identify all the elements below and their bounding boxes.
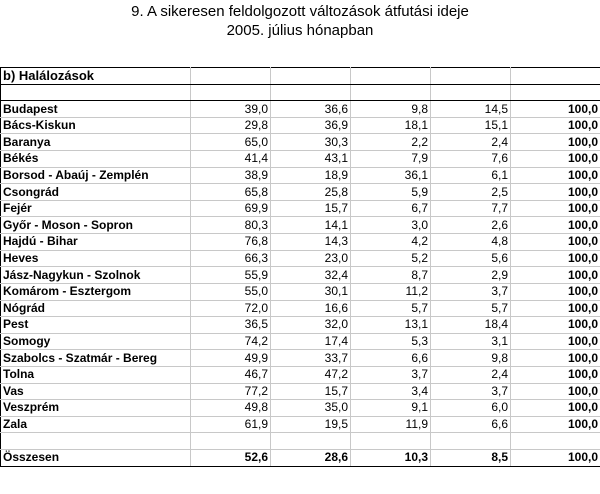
county-name: Tolna — [1, 366, 191, 383]
percent-cell: 4,8 — [431, 234, 511, 251]
percent-cell: 38,9 — [191, 167, 271, 184]
table-row — [1, 167, 600, 184]
percent-cell: 77,2 — [191, 383, 271, 400]
total-percent-cell: 100,0 — [511, 151, 600, 168]
percent-cell: 29,8 — [191, 117, 271, 134]
percent-cell: 9,8 — [431, 350, 511, 367]
percent-cell: 2,9 — [431, 267, 511, 284]
percent-cell: 65,8 — [191, 184, 271, 201]
percent-cell: 6,6 — [351, 350, 431, 367]
percent-cell: 2,4 — [431, 134, 511, 151]
percent-cell: 14,3 — [271, 234, 351, 251]
empty-cell — [511, 68, 600, 85]
total-percent-cell: 100,0 — [511, 117, 600, 134]
percent-cell: 7,9 — [351, 151, 431, 168]
percent-cell: 2,4 — [431, 366, 511, 383]
percent-cell: 3,1 — [431, 333, 511, 350]
county-name: Szabolcs - Szatmár - Bereg — [1, 350, 191, 367]
table-row — [1, 184, 600, 201]
percent-cell: 5,6 — [431, 250, 511, 267]
empty-cell — [191, 84, 271, 101]
percent-cell: 6,1 — [431, 167, 511, 184]
percent-cell: 30,1 — [271, 283, 351, 300]
percent-cell: 3,4 — [351, 383, 431, 400]
table-row — [1, 134, 600, 151]
percent-cell: 25,8 — [271, 184, 351, 201]
percent-cell: 3,0 — [351, 217, 431, 234]
table-row — [1, 234, 600, 251]
percent-cell: 4,2 — [351, 234, 431, 251]
county-name: Heves — [1, 250, 191, 267]
percent-cell: 61,9 — [191, 416, 271, 433]
percent-cell: 52,6 — [191, 450, 271, 467]
report-title: 9. A sikeresen feldolgozott változások átfutási ideje — [131, 3, 469, 20]
percent-cell: 55,0 — [191, 283, 271, 300]
table-row — [1, 267, 600, 284]
empty-cell — [271, 84, 351, 101]
county-name: Hajdú - Bihar — [1, 234, 191, 251]
percent-cell: 74,2 — [191, 333, 271, 350]
percent-cell: 32,0 — [271, 317, 351, 334]
percent-cell: 23,0 — [271, 250, 351, 267]
percent-cell: 9,1 — [351, 400, 431, 417]
table-row — [1, 416, 600, 433]
percent-cell: 36,6 — [271, 101, 351, 118]
county-name: Veszprém — [1, 400, 191, 417]
percent-cell: 8,5 — [431, 450, 511, 467]
county-name: Zala — [1, 416, 191, 433]
percent-cell: 6,0 — [431, 400, 511, 417]
empty-cell — [431, 433, 511, 450]
total-percent-cell: 100,0 — [511, 167, 600, 184]
county-name: Borsod - Abaúj - Zemplén — [1, 167, 191, 184]
empty-cell — [431, 68, 511, 85]
percent-cell: 6,7 — [351, 200, 431, 217]
county-name: Jász-Nagykun - Szolnok — [1, 267, 191, 284]
table-row — [1, 450, 600, 467]
percent-cell: 35,0 — [271, 400, 351, 417]
percent-cell: 3,7 — [431, 283, 511, 300]
percent-cell: 5,3 — [351, 333, 431, 350]
table-row — [1, 350, 600, 367]
spacer-row — [1, 84, 600, 101]
percent-cell: 43,1 — [271, 151, 351, 168]
percent-cell: 11,9 — [351, 416, 431, 433]
percent-cell: 16,6 — [271, 300, 351, 317]
total-percent-cell: 100,0 — [511, 416, 600, 433]
percent-cell: 18,1 — [351, 117, 431, 134]
percent-cell: 14,1 — [271, 217, 351, 234]
empty-cell — [191, 68, 271, 85]
section-label: b) Halálozások — [1, 68, 191, 85]
table-row — [1, 317, 600, 334]
empty-cell — [431, 84, 511, 101]
percent-cell: 5,7 — [431, 300, 511, 317]
percent-cell: 17,4 — [271, 333, 351, 350]
percent-cell: 9,8 — [351, 101, 431, 118]
total-percent-cell: 100,0 — [511, 283, 600, 300]
table-row — [1, 217, 600, 234]
percent-cell: 15,1 — [431, 117, 511, 134]
percent-cell: 5,2 — [351, 250, 431, 267]
percent-cell: 18,4 — [431, 317, 511, 334]
percent-cell: 49,9 — [191, 350, 271, 367]
percent-cell: 19,5 — [271, 416, 351, 433]
percent-cell: 36,1 — [351, 167, 431, 184]
data-table — [0, 67, 600, 467]
percent-cell: 15,7 — [271, 200, 351, 217]
percent-cell: 46,7 — [191, 366, 271, 383]
percent-cell: 2,5 — [431, 184, 511, 201]
percent-cell: 2,2 — [351, 134, 431, 151]
percent-cell: 3,7 — [351, 366, 431, 383]
percent-cell: 72,0 — [191, 300, 271, 317]
total-percent-cell: 100,0 — [511, 200, 600, 217]
percent-cell: 10,3 — [351, 450, 431, 467]
percent-cell: 28,6 — [271, 450, 351, 467]
empty-cell — [1, 84, 191, 101]
total-percent-cell: 100,0 — [511, 184, 600, 201]
county-name: Fejér — [1, 200, 191, 217]
empty-cell — [271, 433, 351, 450]
percent-cell: 14,5 — [431, 101, 511, 118]
county-name: Győr - Moson - Sopron — [1, 217, 191, 234]
report-subtitle: 2005. július hónapban — [226, 22, 374, 39]
section-header-row — [1, 68, 600, 85]
total-percent-cell: 100,0 — [511, 317, 600, 334]
percent-cell: 80,3 — [191, 217, 271, 234]
total-percent-cell: 100,0 — [511, 400, 600, 417]
total-percent-cell: 100,0 — [511, 250, 600, 267]
empty-cell — [351, 68, 431, 85]
total-percent-cell: 100,0 — [511, 134, 600, 151]
percent-cell: 49,8 — [191, 400, 271, 417]
percent-cell: 76,8 — [191, 234, 271, 251]
table-row — [1, 117, 600, 134]
percent-cell: 55,9 — [191, 267, 271, 284]
total-percent-cell: 100,0 — [511, 300, 600, 317]
percent-cell: 32,4 — [271, 267, 351, 284]
percent-cell: 18,9 — [271, 167, 351, 184]
spacer-row — [1, 433, 600, 450]
percent-cell: 47,2 — [271, 366, 351, 383]
total-percent-cell: 100,0 — [511, 450, 600, 467]
total-percent-cell: 100,0 — [511, 101, 600, 118]
empty-cell — [351, 433, 431, 450]
percent-cell: 5,7 — [351, 300, 431, 317]
table-row — [1, 151, 600, 168]
county-name: Békés — [1, 151, 191, 168]
county-name: Bács-Kiskun — [1, 117, 191, 134]
total-percent-cell: 100,0 — [511, 333, 600, 350]
percent-cell: 15,7 — [271, 383, 351, 400]
county-name: Budapest — [1, 101, 191, 118]
table-row — [1, 101, 600, 118]
county-name: Nógrád — [1, 300, 191, 317]
percent-cell: 66,3 — [191, 250, 271, 267]
percent-cell: 39,0 — [191, 101, 271, 118]
percent-cell: 41,4 — [191, 151, 271, 168]
percent-cell: 7,6 — [431, 151, 511, 168]
total-percent-cell: 100,0 — [511, 350, 600, 367]
county-name: Komárom - Esztergom — [1, 283, 191, 300]
percent-cell: 2,6 — [431, 217, 511, 234]
empty-cell — [1, 433, 191, 450]
percent-cell: 7,7 — [431, 200, 511, 217]
percent-cell: 5,9 — [351, 184, 431, 201]
total-percent-cell: 100,0 — [511, 217, 600, 234]
percent-cell: 11,2 — [351, 283, 431, 300]
percent-cell: 69,9 — [191, 200, 271, 217]
empty-cell — [271, 68, 351, 85]
table-row — [1, 250, 600, 267]
county-name: Somogy — [1, 333, 191, 350]
total-percent-cell: 100,0 — [511, 234, 600, 251]
empty-cell — [511, 433, 600, 450]
county-name: Összesen — [1, 450, 191, 467]
county-name: Pest — [1, 317, 191, 334]
table-row — [1, 200, 600, 217]
percent-cell: 13,1 — [351, 317, 431, 334]
percent-cell: 30,3 — [271, 134, 351, 151]
county-name: Csongrád — [1, 184, 191, 201]
table-row — [1, 300, 600, 317]
county-name: Vas — [1, 383, 191, 400]
percent-cell: 36,5 — [191, 317, 271, 334]
table-row — [1, 283, 600, 300]
percent-cell: 8,7 — [351, 267, 431, 284]
empty-cell — [191, 433, 271, 450]
table-row — [1, 333, 600, 350]
percent-cell: 6,6 — [431, 416, 511, 433]
table-row — [1, 383, 600, 400]
total-percent-cell: 100,0 — [511, 267, 600, 284]
total-percent-cell: 100,0 — [511, 383, 600, 400]
percent-cell: 36,9 — [271, 117, 351, 134]
percent-cell: 3,7 — [431, 383, 511, 400]
table-row — [1, 366, 600, 383]
percent-cell: 65,0 — [191, 134, 271, 151]
county-name: Baranya — [1, 134, 191, 151]
percent-cell: 33,7 — [271, 350, 351, 367]
empty-cell — [511, 84, 600, 101]
total-percent-cell: 100,0 — [511, 366, 600, 383]
table-row — [1, 400, 600, 417]
empty-cell — [351, 84, 431, 101]
